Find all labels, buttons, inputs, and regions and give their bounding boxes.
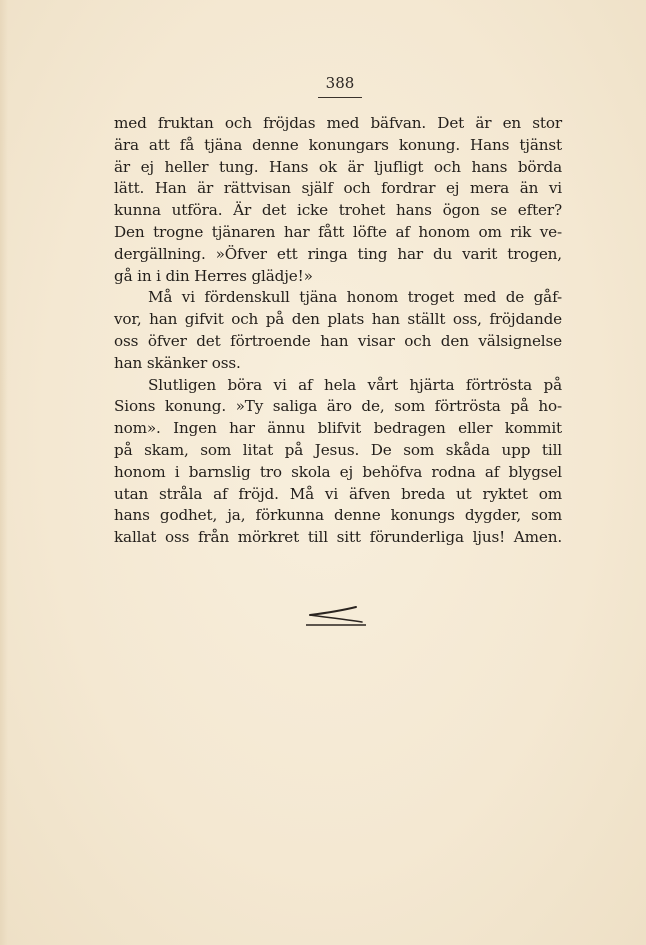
text-line: är ej heller tung. Hans ok är ljufligt och hans börda [114,157,562,176]
text-line: kallat oss från mörkret till sitt förunderliga ljus! Amen. [114,528,562,547]
text-line: nom». Ingen har ännu blifvit bedragen eller kommit [114,419,562,438]
page-number: 388 [325,74,355,92]
text-line: med fruktan och fröjdas med bäfvan. Det är en stor [114,114,562,132]
body-text [114,113,562,549]
tailpiece-rule-icon [304,604,368,628]
text-line: hans godhet, ja, förkunna denne konungs dygder, som [114,506,562,525]
text-line: lätt. Han är rättvisan själf och fordrar ej mera än vi [114,179,562,198]
text-line: Slutligen böra vi af hela vårt hjärta förtrösta på [148,375,562,394]
text-line: honom i barnslig tro skola ej behöfva rodna af blygsel [114,462,562,481]
text-line: vor, han gifvit och på den plats han ställt oss, fröjdande [114,310,562,329]
text-line: han skänker oss. [114,353,241,372]
text-line: Må vi fördenskull tjäna honom troget med de gåf- [148,288,562,307]
text-line: Den trogne tjänaren har fått löfte af honom om rik ve- [114,222,562,241]
text-line: på skam, som litat på Jesus. De som skåda upp till [114,440,562,459]
text-line: dergällning. »Öfver ett ringa ting har du varit trogen, [114,244,562,263]
text-line: Sions konung. »Ty saliga äro de, som förtrösta på ho- [114,397,562,416]
text-line: kunna utföra. Är det icke trohet hans ögon se efter? [114,201,562,220]
page-number-rule [318,97,362,98]
text-line: utan stråla af fröjd. Må vi äfven breda ut ryktet om [114,484,562,503]
text-line: gå in i din Herres glädje!» [114,266,313,285]
text-line: ära att få tjäna denne konungars konung. Hans tjänst [114,135,562,154]
page-edge-shadow [0,0,8,945]
text-line: oss öfver det förtroende han visar och den välsignelse [114,331,562,350]
